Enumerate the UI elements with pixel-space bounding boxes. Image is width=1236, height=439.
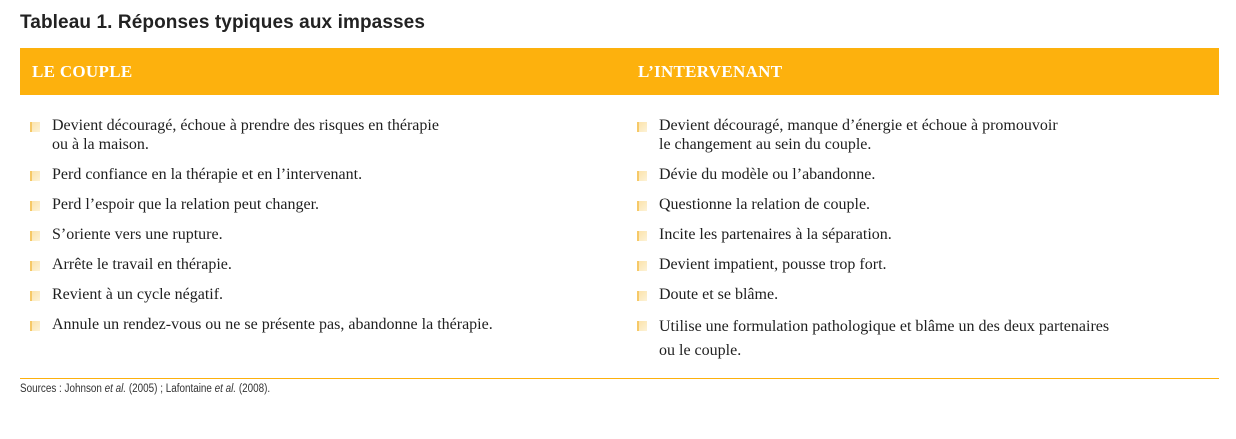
sources-note xyxy=(20,383,270,395)
list-item xyxy=(637,255,1207,274)
list-item-text: Arrête le travail en thérapie. xyxy=(52,256,232,273)
square-bullet-icon xyxy=(30,122,40,132)
list-item-text: Perd l’espoir que la relation peut changer. xyxy=(52,196,320,213)
list-item-text: Dévie du modèle ou l’abandonne. xyxy=(659,166,876,183)
square-bullet-icon xyxy=(637,171,647,181)
list-item xyxy=(30,285,590,304)
list-item xyxy=(30,315,590,334)
list-item xyxy=(637,165,1207,184)
square-bullet-icon xyxy=(637,291,647,301)
sources-suffix: (2008). xyxy=(236,383,271,395)
list-item xyxy=(30,116,590,154)
column-header-couple: LE COUPLE xyxy=(32,62,133,81)
square-bullet-icon xyxy=(30,231,40,241)
list-item xyxy=(30,255,590,274)
sources-etal: et al. xyxy=(214,383,237,395)
square-bullet-icon xyxy=(30,291,40,301)
table-title: Tableau 1. Réponses typiques aux impasses xyxy=(20,12,426,33)
square-bullet-icon xyxy=(637,201,647,211)
list-item xyxy=(637,225,1207,244)
table-header-band xyxy=(20,48,1219,95)
list-item-text: Devient découragé, manque d’énergie et échoue à promouvoir le changement au sein du couple. xyxy=(659,117,1058,153)
list-item-text: Questionne la relation de couple. xyxy=(659,196,871,213)
square-bullet-icon xyxy=(637,122,647,132)
square-bullet-icon xyxy=(637,231,647,241)
sources-etal: et al. xyxy=(104,383,127,395)
sources-mid: (2005) ; Lafontaine xyxy=(126,383,215,395)
couple-column xyxy=(30,116,590,345)
list-item-text: S’oriente vers une rupture. xyxy=(52,226,223,243)
list-item-text: Revient à un cycle négatif. xyxy=(52,286,224,303)
list-item-text: Devient impatient, pousse trop fort. xyxy=(659,256,887,273)
list-item-text: Incite les partenaires à la séparation. xyxy=(659,226,892,243)
list-item-text: Devient découragé, échoue à prendre des risques en thérapie ou à la maison. xyxy=(52,117,439,153)
square-bullet-icon xyxy=(637,261,647,271)
square-bullet-icon xyxy=(637,321,647,331)
list-item xyxy=(637,116,1207,154)
list-item-text: Perd confiance en la thérapie et en l’intervenant. xyxy=(52,166,363,183)
list-item xyxy=(30,225,590,244)
list-item xyxy=(30,195,590,214)
square-bullet-icon xyxy=(30,261,40,271)
sources-prefix: Sources : Johnson xyxy=(20,383,105,395)
footer-divider xyxy=(20,378,1219,379)
list-item-text: Annule un rendez-vous ou ne se présente pas, abandonne la thérapie. xyxy=(52,316,493,333)
list-item-text: Utilise une formulation pathologique et blâme un des deux partenaires ou le couple. xyxy=(659,318,1110,359)
list-item xyxy=(637,285,1207,304)
square-bullet-icon xyxy=(30,171,40,181)
list-item-text: Doute et se blâme. xyxy=(659,286,779,303)
intervenant-column xyxy=(637,116,1207,374)
list-item xyxy=(637,195,1207,214)
square-bullet-icon xyxy=(30,201,40,211)
list-item xyxy=(637,315,1207,363)
square-bullet-icon xyxy=(30,321,40,331)
column-header-intervenant: L’INTERVENANT xyxy=(638,62,783,81)
list-item xyxy=(30,165,590,184)
